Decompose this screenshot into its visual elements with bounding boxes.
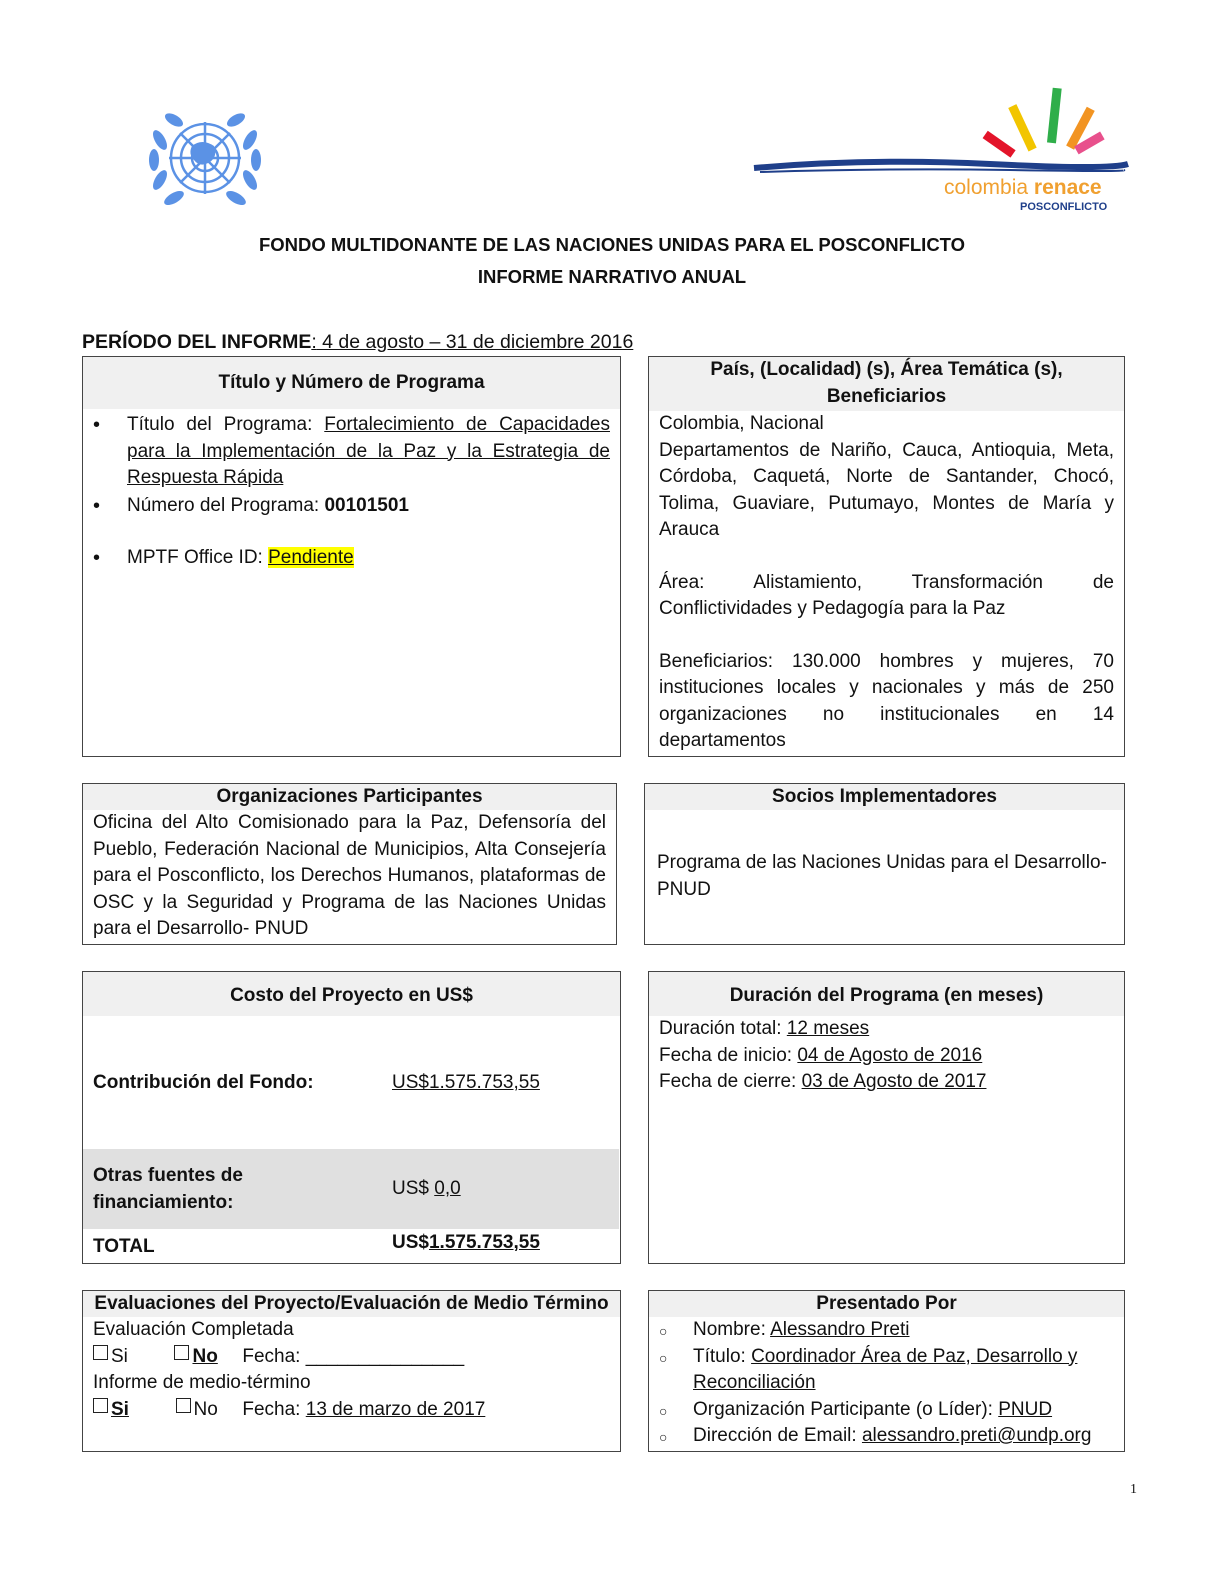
duracion-cierre: Fecha de cierre: 03 de Agosto de 2017 [659,1071,987,1092]
programa-titulo-value: Fortalecimiento de Capacidades para la Implementación de la Paz y la Estrategia de Respuesta Rápida [127,414,610,488]
programa-numero-value: 00101501 [324,494,410,516]
evaluacion-no-checkbox[interactable]: No [174,1346,217,1367]
organizaciones-header: Organizaciones Participantes [83,784,616,810]
brand-subtext: POSCONFLICTO [1020,201,1108,213]
programa-numero-item: • Número del Programa: 00101501 [83,493,610,520]
period-label: PERÍODO DEL INFORME [82,331,312,353]
programa-box [82,356,621,757]
presentado-box [648,1290,1125,1452]
pais-header: País, (Localidad) (s), Área Temática (s), Beneficiarios [649,357,1124,411]
programa-list [83,412,620,572]
brand-text-colombia: colombia [944,176,1029,199]
otras-row [83,1149,619,1229]
organizaciones-box [82,783,617,945]
presentado-organizacion: ○ Organización Participante (o Líder): PNUD [649,1397,1116,1424]
programa-titulo-item: • Título del Programa: Fortalecimiento de Capacidades para la Implementación de la Paz y la Estrategia de Respuesta Rápida [83,412,610,492]
duracion-box [648,971,1125,1264]
medio-termino-label: Informe de medio-término [93,1372,311,1393]
evaluaciones-header: Evaluaciones del Proyecto/Evaluación de Medio Término [83,1291,620,1317]
presentado-header: Presentado Por [649,1291,1124,1317]
socios-header: Socios Implementadores [645,784,1124,810]
duracion-content [649,1016,1009,1096]
medio-fecha: Fecha: 13 de marzo de 2017 [242,1398,486,1420]
socios-text: Programa de las Naciones Unidas para el Desarrollo- PNUD [657,852,1107,900]
pais-beneficiarios: Beneficiarios: 130.000 hombres y mujeres, 70 instituciones locales y nacionales y más de 250 organizaciones no institucionales en 14 departamentos [659,650,1114,751]
total-value: US$1.575.753,55 [392,1232,540,1253]
document-subtitle: INFORME NARRATIVO ANUAL [477,266,747,287]
programa-header: Título y Número de Programa [83,357,620,409]
evaluacion-si-checkbox[interactable]: Si [93,1346,128,1367]
presentado-nombre: ○ Nombre: Alessandro Preti [649,1317,1116,1344]
programa-mptf-item: • MPTF Office ID: Pendiente [83,545,610,572]
colombia-renace-logo [750,84,1130,218]
page-number: 1 [1130,1482,1137,1497]
presentado-titulo: ○ Título: Coordinador Área de Paz, Desarrollo y Reconciliación [649,1344,1116,1397]
medio-no-checkbox[interactable]: No [176,1399,218,1420]
brand-text-renace: renace [1033,176,1102,199]
pais-content [649,411,1124,755]
costo-box [82,971,621,1264]
programa-mptf-value: Pendiente [268,547,354,568]
otras-value: US$ 0,0 [392,1178,461,1199]
evaluacion-completada-row [93,1344,610,1371]
report-period [82,331,633,354]
pais-area: Área: Alistamiento, Transformación de Conflictividades y Pedagogía para la Paz [659,571,1114,619]
un-emblem-logo [134,100,276,220]
duracion-total: Duración total: 12 meses [659,1018,870,1039]
presentado-list [649,1317,1124,1450]
pais-line1: Colombia, Nacional [659,413,824,434]
period-value: : 4 de agosto – 31 de diciembre 2016 [311,331,634,353]
medio-si-checkbox[interactable]: Si [93,1399,129,1420]
document-title: FONDO MULTIDONANTE DE LAS NACIONES UNIDAS PARA EL POSCONFLICTO [258,234,966,255]
evaluaciones-box [82,1290,621,1452]
total-label: TOTAL [93,1236,155,1257]
duracion-header: Duración del Programa (en meses) [649,972,1124,1016]
pais-departamentos: Departamentos de Nariño, Cauca, Antioquia, Meta, Córdoba, Caquetá, Norte de Santander, Chocó, Tolima, Guaviare, Putumayo, Montes de María y Arauca [659,439,1114,540]
medio-termino-row [93,1397,610,1424]
evaluacion-fecha: Fecha: _______________ [242,1345,465,1367]
costo-header: Costo del Proyecto en US$ [83,972,620,1016]
contribucion-value: US$1.575.753,55 [392,1072,540,1093]
email-link[interactable]: alessandro.preti@undp.org [861,1425,1092,1446]
evaluacion-completada-label: Evaluación Completada [93,1319,294,1340]
duracion-inicio: Fecha de inicio: 04 de Agosto de 2016 [659,1044,983,1066]
organizaciones-text: Oficina del Alto Comisionado para la Paz, Defensoría del Pueblo, Federación Nacional de Municipios, Alta Consejería para el Posconflicto, los Derechos Humanos, plataformas de OSC y la Seguridad y Programa de las Naciones Unidas para el Desarrollo- PNUD [93,812,606,939]
pais-box [648,356,1125,757]
otras-label: Otras fuentes de financiamiento: [93,1165,243,1213]
contribucion-label: Contribución del Fondo: [93,1072,314,1093]
presentado-email: ○ Dirección de Email: alessandro.preti@undp.org [649,1423,1116,1450]
evaluaciones-content [83,1317,620,1423]
socios-box [644,783,1125,945]
